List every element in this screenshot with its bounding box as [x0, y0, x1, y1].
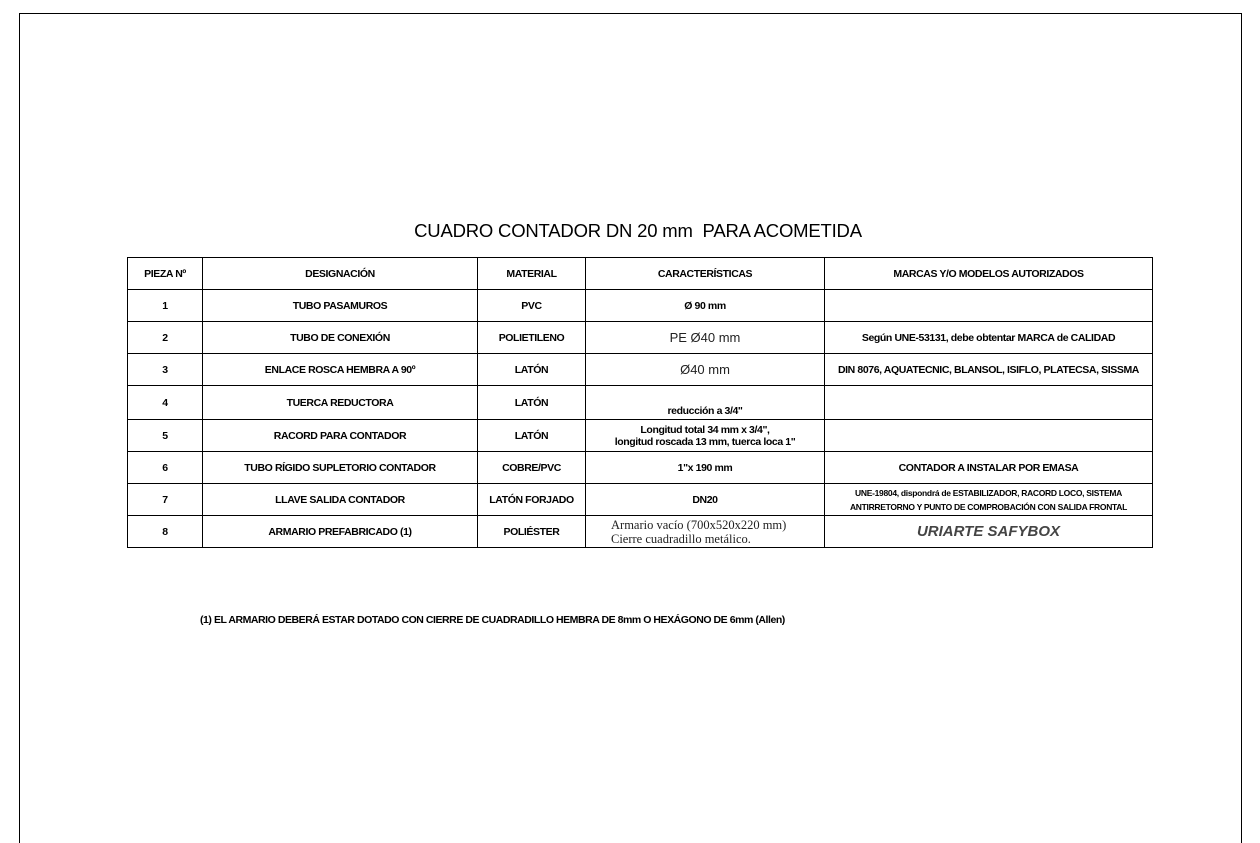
table-row: [128, 322, 1153, 354]
cell-marcas: [825, 290, 1153, 322]
cell-designacion: TUBO RÍGIDO SUPLETORIO CONTADOR: [203, 452, 478, 484]
cell-marcas: [825, 386, 1153, 420]
cell-pieza: 3: [128, 354, 203, 386]
cell-designacion: TUBO PASAMUROS: [203, 290, 478, 322]
cell-designacion: ARMARIO PREFABRICADO (1): [203, 516, 478, 548]
cell-caracteristicas: [586, 516, 825, 548]
table-header-row: [128, 258, 1153, 290]
cell-caracteristicas: DN20: [586, 484, 825, 516]
cell-marcas: DIN 8076, AQUATECNIC, BLANSOL, ISIFLO, PLATECSA, SISSMA: [825, 354, 1153, 386]
parts-table: [127, 257, 1153, 548]
table-row: [128, 386, 1153, 420]
marcas-line: ANTIRRETORNO Y PUNTO DE COMPROBACIÓN CON SALIDA FRONTAL: [849, 501, 1128, 512]
caracteristicas-line: Armario vacío (700x520x220 mm): [611, 517, 787, 532]
table-row: [128, 290, 1153, 322]
cell-caracteristicas: Ø 90 mm: [586, 290, 825, 322]
table-row: [128, 452, 1153, 484]
cell-caracteristicas: Ø40 mm: [586, 354, 825, 386]
cell-pieza: 2: [128, 322, 203, 354]
cell-marcas: [825, 484, 1153, 516]
table-row: [128, 484, 1153, 516]
header-caracteristicas: CARACTERÍSTICAS: [586, 258, 825, 290]
header-material: MATERIAL: [478, 258, 586, 290]
cell-designacion: TUBO DE CONEXIÓN: [203, 322, 478, 354]
cell-pieza: 8: [128, 516, 203, 548]
cell-material: COBRE/PVC: [478, 452, 586, 484]
cell-designacion: RACORD PARA CONTADOR: [203, 420, 478, 452]
cell-pieza: 7: [128, 484, 203, 516]
cell-marcas-brand: URIARTE SAFYBOX: [825, 516, 1153, 548]
caracteristicas-line: Longitud total 34 mm x 3/4",: [640, 423, 770, 436]
cell-caracteristicas: 1"x 190 mm: [586, 452, 825, 484]
cell-designacion: ENLACE ROSCA HEMBRA A 90º: [203, 354, 478, 386]
caracteristicas-line: Cierre cuadradillo metálico.: [611, 531, 751, 546]
cell-caracteristicas: reducción a 3/4": [586, 386, 825, 420]
cell-pieza: 4: [128, 386, 203, 420]
table-row: [128, 420, 1153, 452]
cell-pieza: 5: [128, 420, 203, 452]
document-title: CUADRO CONTADOR DN 20 mm PARA ACOMETIDA: [414, 220, 862, 241]
header-pieza: PIEZA Nº: [128, 258, 203, 290]
cell-material: POLIETILENO: [478, 322, 586, 354]
table-row: [128, 354, 1153, 386]
cell-material: LATÓN: [478, 354, 586, 386]
cell-material: LATÓN FORJADO: [478, 484, 586, 516]
footnote: (1) EL ARMARIO DEBERÁ ESTAR DOTADO CON CIERRE DE CUADRADILLO HEMBRA DE 8mm O HEXÁGONO DE 6mm (Allen): [200, 614, 785, 626]
cell-marcas: Según UNE-53131, debe obtentar MARCA de CALIDAD: [825, 322, 1153, 354]
cell-material: LATÓN: [478, 386, 586, 420]
cell-material: LATÓN: [478, 420, 586, 452]
cell-designacion: TUERCA REDUCTORA: [203, 386, 478, 420]
cell-marcas: CONTADOR A INSTALAR POR EMASA: [825, 452, 1153, 484]
cell-caracteristicas: PE Ø40 mm: [586, 322, 825, 354]
cell-material: POLIÉSTER: [478, 516, 586, 548]
cell-material: PVC: [478, 290, 586, 322]
cell-designacion: LLAVE SALIDA CONTADOR: [203, 484, 478, 516]
header-marcas: MARCAS Y/O MODELOS AUTORIZADOS: [825, 258, 1153, 290]
marcas-line: UNE-19804, dispondrá de ESTABILIZADOR, RACORD LOCO, SISTEMA: [855, 487, 1122, 498]
cell-caracteristicas: [586, 420, 825, 452]
cell-pieza: 6: [128, 452, 203, 484]
cell-pieza: 1: [128, 290, 203, 322]
caracteristicas-line: longitud roscada 13 mm, tuerca loca 1": [614, 435, 796, 448]
header-designacion: DESIGNACIÓN: [203, 258, 478, 290]
table-row: [128, 516, 1153, 548]
cell-marcas: [825, 420, 1153, 452]
